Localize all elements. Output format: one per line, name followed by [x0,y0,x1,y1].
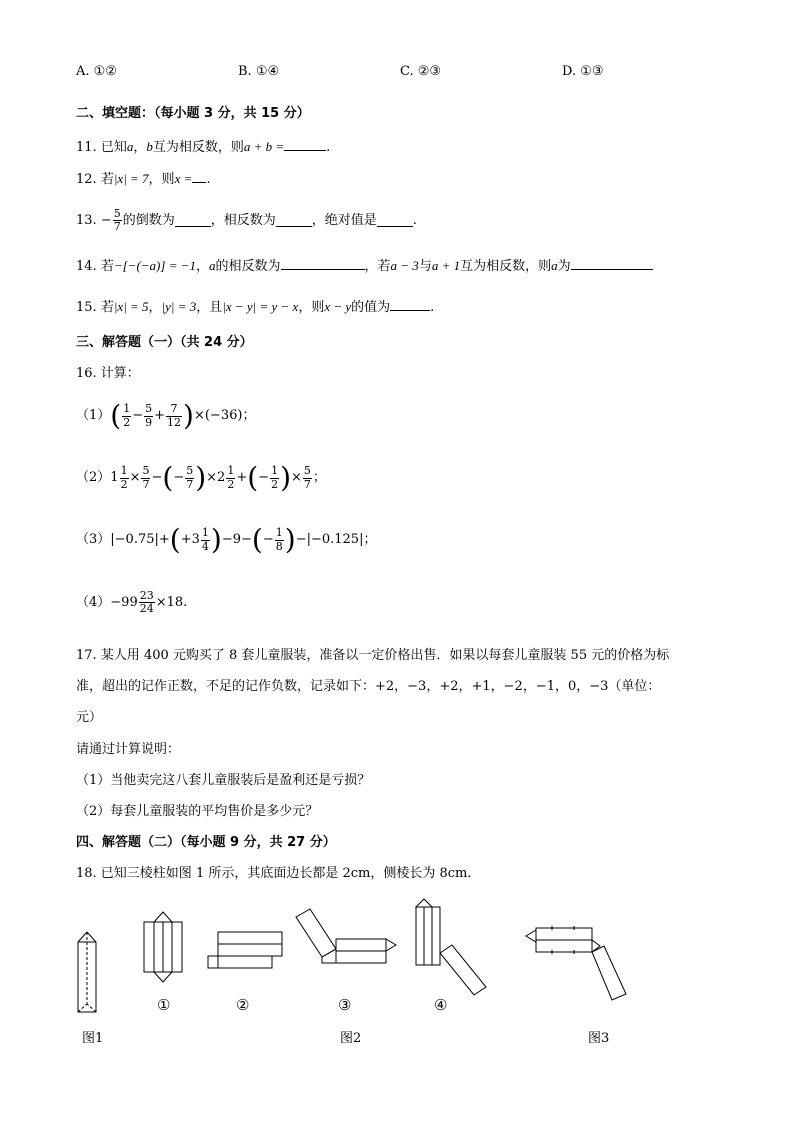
q16-p2-label: （2） [76,470,111,486]
q15-number: 15. [76,300,97,315]
figure-2-net-2 [204,928,288,976]
q14-blank-2[interactable] [571,257,653,270]
q13-number: 13. [76,212,97,228]
q16-p2-frac-6: $\frac{5}{7}$ [303,464,311,491]
q14-text-4: ，若 [364,259,391,274]
q16-p2-frac-1: $\frac{1}{2}$ [120,464,128,491]
section-title-solve-1: 三、解答题（一）（共 24 分） [76,335,253,350]
q16-part-3: （3）|−0.75|+(+3 $\frac{1}{4}$ )−9−(− $\frac{1}{8}$ )−|−0.125|； [76,523,377,556]
figure-2-net-1 [140,910,186,990]
q14-text-1: 若 [100,259,114,274]
figure-1-prism [74,930,100,1020]
q13-blank-1[interactable] [175,214,211,227]
choice-b: B. ①④ [238,64,280,79]
q16-p1-frac-3: $\frac{7}{12}$ [167,402,182,429]
figure-3-net [522,922,628,1010]
q13-end: . [412,212,417,228]
q16-p2-frac-3: $\frac{5}{7}$ [186,464,194,491]
q13-fraction: $\frac{5}{7}$ [113,207,121,234]
choice-c: C. ②③ [400,64,442,79]
q13-blank-2[interactable] [276,214,312,227]
q14-blank-1[interactable] [281,257,365,270]
q11-expression: a + b = [243,139,285,154]
q16-p2-frac-5: $\frac{1}{2}$ [271,464,279,491]
question-14 [76,257,653,275]
q15-expression-3: |x − y| = y − x [222,299,299,314]
q11-end: . [326,140,331,155]
q16-heading: 16. 计算： [76,366,140,381]
figure-2-caption: 图2 [340,1031,362,1046]
figure-2-net-3 [294,905,400,975]
q17-line-2: 准，超出的记作正数，不足的记作负数，记录如下：+2，−3，+2，+1，−2，−1，0，−3（单位： [76,679,661,694]
q16-p1-frac-1: $\frac{1}{2}$ [123,402,131,429]
q16-p2-frac-4: $\frac{1}{2}$ [227,464,235,491]
q14-var-a-2: a [551,258,558,273]
q12-expression-2: x = [174,171,193,186]
q11-var-b: b [146,139,153,154]
q15-expression-2: |y| = 3 [161,299,197,314]
q14-var-a: a [209,258,216,273]
q14-text-2: ， [195,259,209,274]
q11-number: 11. [76,140,97,155]
q11-var-a: a [126,139,134,154]
q15-expression-4: x − y [324,299,352,314]
q16-part-2: （2）1 $\frac{1}{2}$ × $\frac{5}{7}$ −(− $\frac{5}{7}$ )×2 $\frac{1}{2}$ +(− $\frac{1}{2}$ )× $\frac{5}{7}$ ； [76,461,326,494]
figure-2-label-2: ② [236,996,250,1014]
q16-p3-label: （3） [76,532,111,548]
q14-expression-1: a − 3 [390,258,419,273]
q11-blank[interactable] [284,138,326,151]
q15-text-2: ， [148,300,162,315]
q12-text-2: ，则 [148,172,175,187]
question-11 [76,138,330,156]
section-title-fill-in: 二、填空题：（每小题 3 分，共 15 分） [76,106,310,121]
q15-blank[interactable] [390,298,430,311]
q14-text-6: 互为相反数，则 [460,259,552,274]
figure-2-label-3: ③ [338,996,352,1014]
q14-text-3: 的相反数为 [215,259,281,274]
q18-text: 18. 已知三棱柱如图 1 所示，其底面边长都是 2cm，侧棱长为 8cm． [76,866,481,881]
q13-blank-3[interactable] [377,214,413,227]
figure-2-label-4: ④ [434,996,448,1014]
q14-expression: −[−(−a)] = −1 [113,258,196,273]
choice-d: D. ①③ [562,64,604,79]
q14-number: 14. [76,259,97,274]
q11-text-2: 互为相反数，则 [152,140,244,155]
q16-p3-frac-2: $\frac{1}{8}$ [275,526,283,553]
figure-2-net-4 [412,895,492,1003]
q15-text-5: 的值为 [351,300,391,315]
q15-expression-1: |x| = 5 [113,299,149,314]
q13-text-1: 的倒数为 [122,212,175,228]
q15-end: . [430,300,435,315]
q16-p1-label: （1） [76,408,111,424]
q16-part-1: （1）( $\frac{1}{2}$ − $\frac{5}{9}$ + $\frac{7}{12}$ )×(−36)； [76,399,256,432]
q14-text-5: 与 [418,259,432,274]
q12-number: 12. [76,172,97,187]
q12-expression: |x| = 7 [113,171,149,186]
q16-p1-tail: ×(−36) [193,408,243,424]
q14-text-7: 为 [557,259,571,274]
q11-text-1: 已知 [100,140,127,155]
q12-end: . [206,172,211,187]
question-12 [76,170,211,188]
q14-expression-2: a + 1 [431,258,461,273]
q16-p1-frac-2: $\frac{5}{9}$ [145,402,153,429]
q11-sep: ， [133,140,147,155]
q12-text-1: 若 [100,172,114,187]
q13-minus: − [100,212,112,228]
q17-sub-1: （1）当他卖完这八套儿童服装后是盈利还是亏损？ [76,773,371,788]
q16-p2-frac-2: $\frac{5}{7}$ [142,464,150,491]
q17-sub-2: （2）每套儿童服装的平均售价是多少元？ [76,804,319,819]
q16-p3-frac-1: $\frac{1}{4}$ [201,526,209,553]
q12-blank[interactable] [192,170,206,183]
q16-part-4: （4）−99 $\frac{23}{24}$ ×18. [76,589,188,616]
choice-a: A. ①② [76,64,117,79]
q17-line-3: 元） [76,710,103,725]
q16-p4-label: （4） [76,594,111,610]
section-title-solve-2: 四、解答题（二）（每小题 9 分，共 27 分） [76,835,336,850]
q16-p4-frac: $\frac{23}{24}$ [139,589,154,616]
question-13 [76,208,417,233]
q17-prompt: 请通过计算说明： [76,742,181,757]
figure-3-caption: 图3 [588,1031,610,1046]
q15-text-4: ，则 [298,300,325,315]
q13-text-2: ，相反数为 [210,212,276,228]
q15-text-3: ，且 [196,300,223,315]
figure-1-caption: 图1 [82,1031,104,1046]
q17-line-1: 17. 某人用 400 元购买了 8 套儿童服装，准备以一定价格出售．如果以每套儿童服装 55 元的价格为标 [76,648,670,663]
q13-text-3: ，绝对值是 [311,212,377,228]
q15-text-1: 若 [100,300,114,315]
figure-2-label-1: ① [157,996,171,1014]
question-15 [76,298,434,316]
